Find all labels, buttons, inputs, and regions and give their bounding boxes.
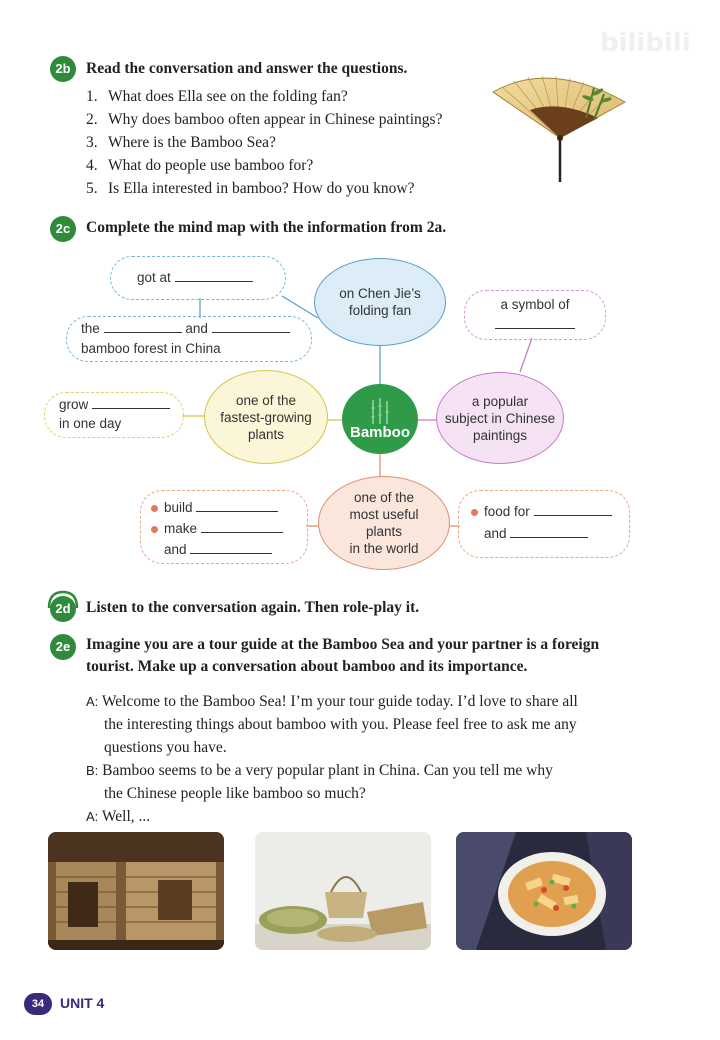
question-1: 1. What does Ella see on the folding fan? [86,88,348,105]
headphones-icon [44,588,82,624]
blank-answer[interactable] [495,315,575,329]
bamboo-icon [365,398,395,424]
blank-answer[interactable] [92,395,170,409]
section-2b-badge: 2b [50,56,76,82]
question-5: 5. Is Ella interested in bamboo? How do you know? [86,180,415,197]
blank-answer[interactable] [534,502,612,516]
section-2e-heading-line1: Imagine you are a tour guide at the Bamboo Sea and your partner is a foreign [86,636,600,653]
blank-answer[interactable] [190,540,272,554]
dialogue-b1-line1: B: Bamboo seems to be a very popular plant in China. Can you tell me why [86,762,553,779]
blank-answer[interactable] [104,319,182,333]
mindmap-center-bamboo: Bamboo [342,384,418,454]
page-number-badge: 34 [24,993,52,1015]
dialogue-a2-line1: A: Well, ... [86,808,151,825]
mindmap-node-fastest: one of the fastest-growing plants [204,370,328,464]
bullet-dot [151,526,158,533]
section-2d-badge: 2d [50,596,76,622]
mindmap-box-symbol: a symbol of [464,290,606,340]
mindmap-node-useful: one of the most useful plants in the world [318,476,450,570]
mindmap-node-fan: on Chen Jie’s folding fan [314,258,446,346]
mindmap-box-forest: the and bamboo forest in China [66,316,312,362]
dialogue-a1-line2: the interesting things about bamboo with you. Please feel free to ask me any [104,716,577,733]
section-2d-heading: Listen to the conversation again. Then role-play it. [86,599,420,616]
photo-bamboo-baskets [255,832,431,950]
section-2e-heading-line2: tourist. Make up a conversation about bamboo and its importance. [86,658,528,675]
watermark: bilibili [600,28,691,58]
blank-answer[interactable] [201,519,283,533]
photo-bamboo-house [48,832,224,950]
question-2: 2. Why does bamboo often appear in Chinese paintings? [86,111,443,128]
mindmap-box-got-at: got at [110,256,286,300]
dialogue-a1-line1: A: Welcome to the Bamboo Sea! I’m your tour guide today. I’d love to share all [86,693,578,710]
unit-label: UNIT 4 [60,995,105,1011]
mindmap-box-grow: grow in one day [44,392,184,438]
dialogue-a1-line3: questions you have. [104,739,227,756]
section-2b-heading: Read the conversation and answer the questions. [86,60,408,77]
blank-answer[interactable] [212,319,290,333]
section-2c-badge: 2c [50,216,76,242]
blank-answer[interactable] [510,524,588,538]
bullet-dot [471,509,478,516]
question-4: 4. What do people use bamboo for? [86,157,314,174]
mindmap-node-popular: a popular subject in Chinese paintings [436,372,564,464]
blank-answer[interactable] [175,268,253,282]
section-2e-badge: 2e [50,634,76,660]
mindmap-box-food: food for and [458,490,630,558]
mindmap-box-build: build make and [140,490,308,564]
question-3: 3. Where is the Bamboo Sea? [86,134,276,151]
dialogue-b1-line2: the Chinese people like bamboo so much? [104,785,366,802]
photo-bamboo-shoot-dish [456,832,632,950]
blank-answer[interactable] [196,498,278,512]
section-2c-heading: Complete the mind map with the information from 2a. [86,219,447,236]
bullet-dot [151,505,158,512]
